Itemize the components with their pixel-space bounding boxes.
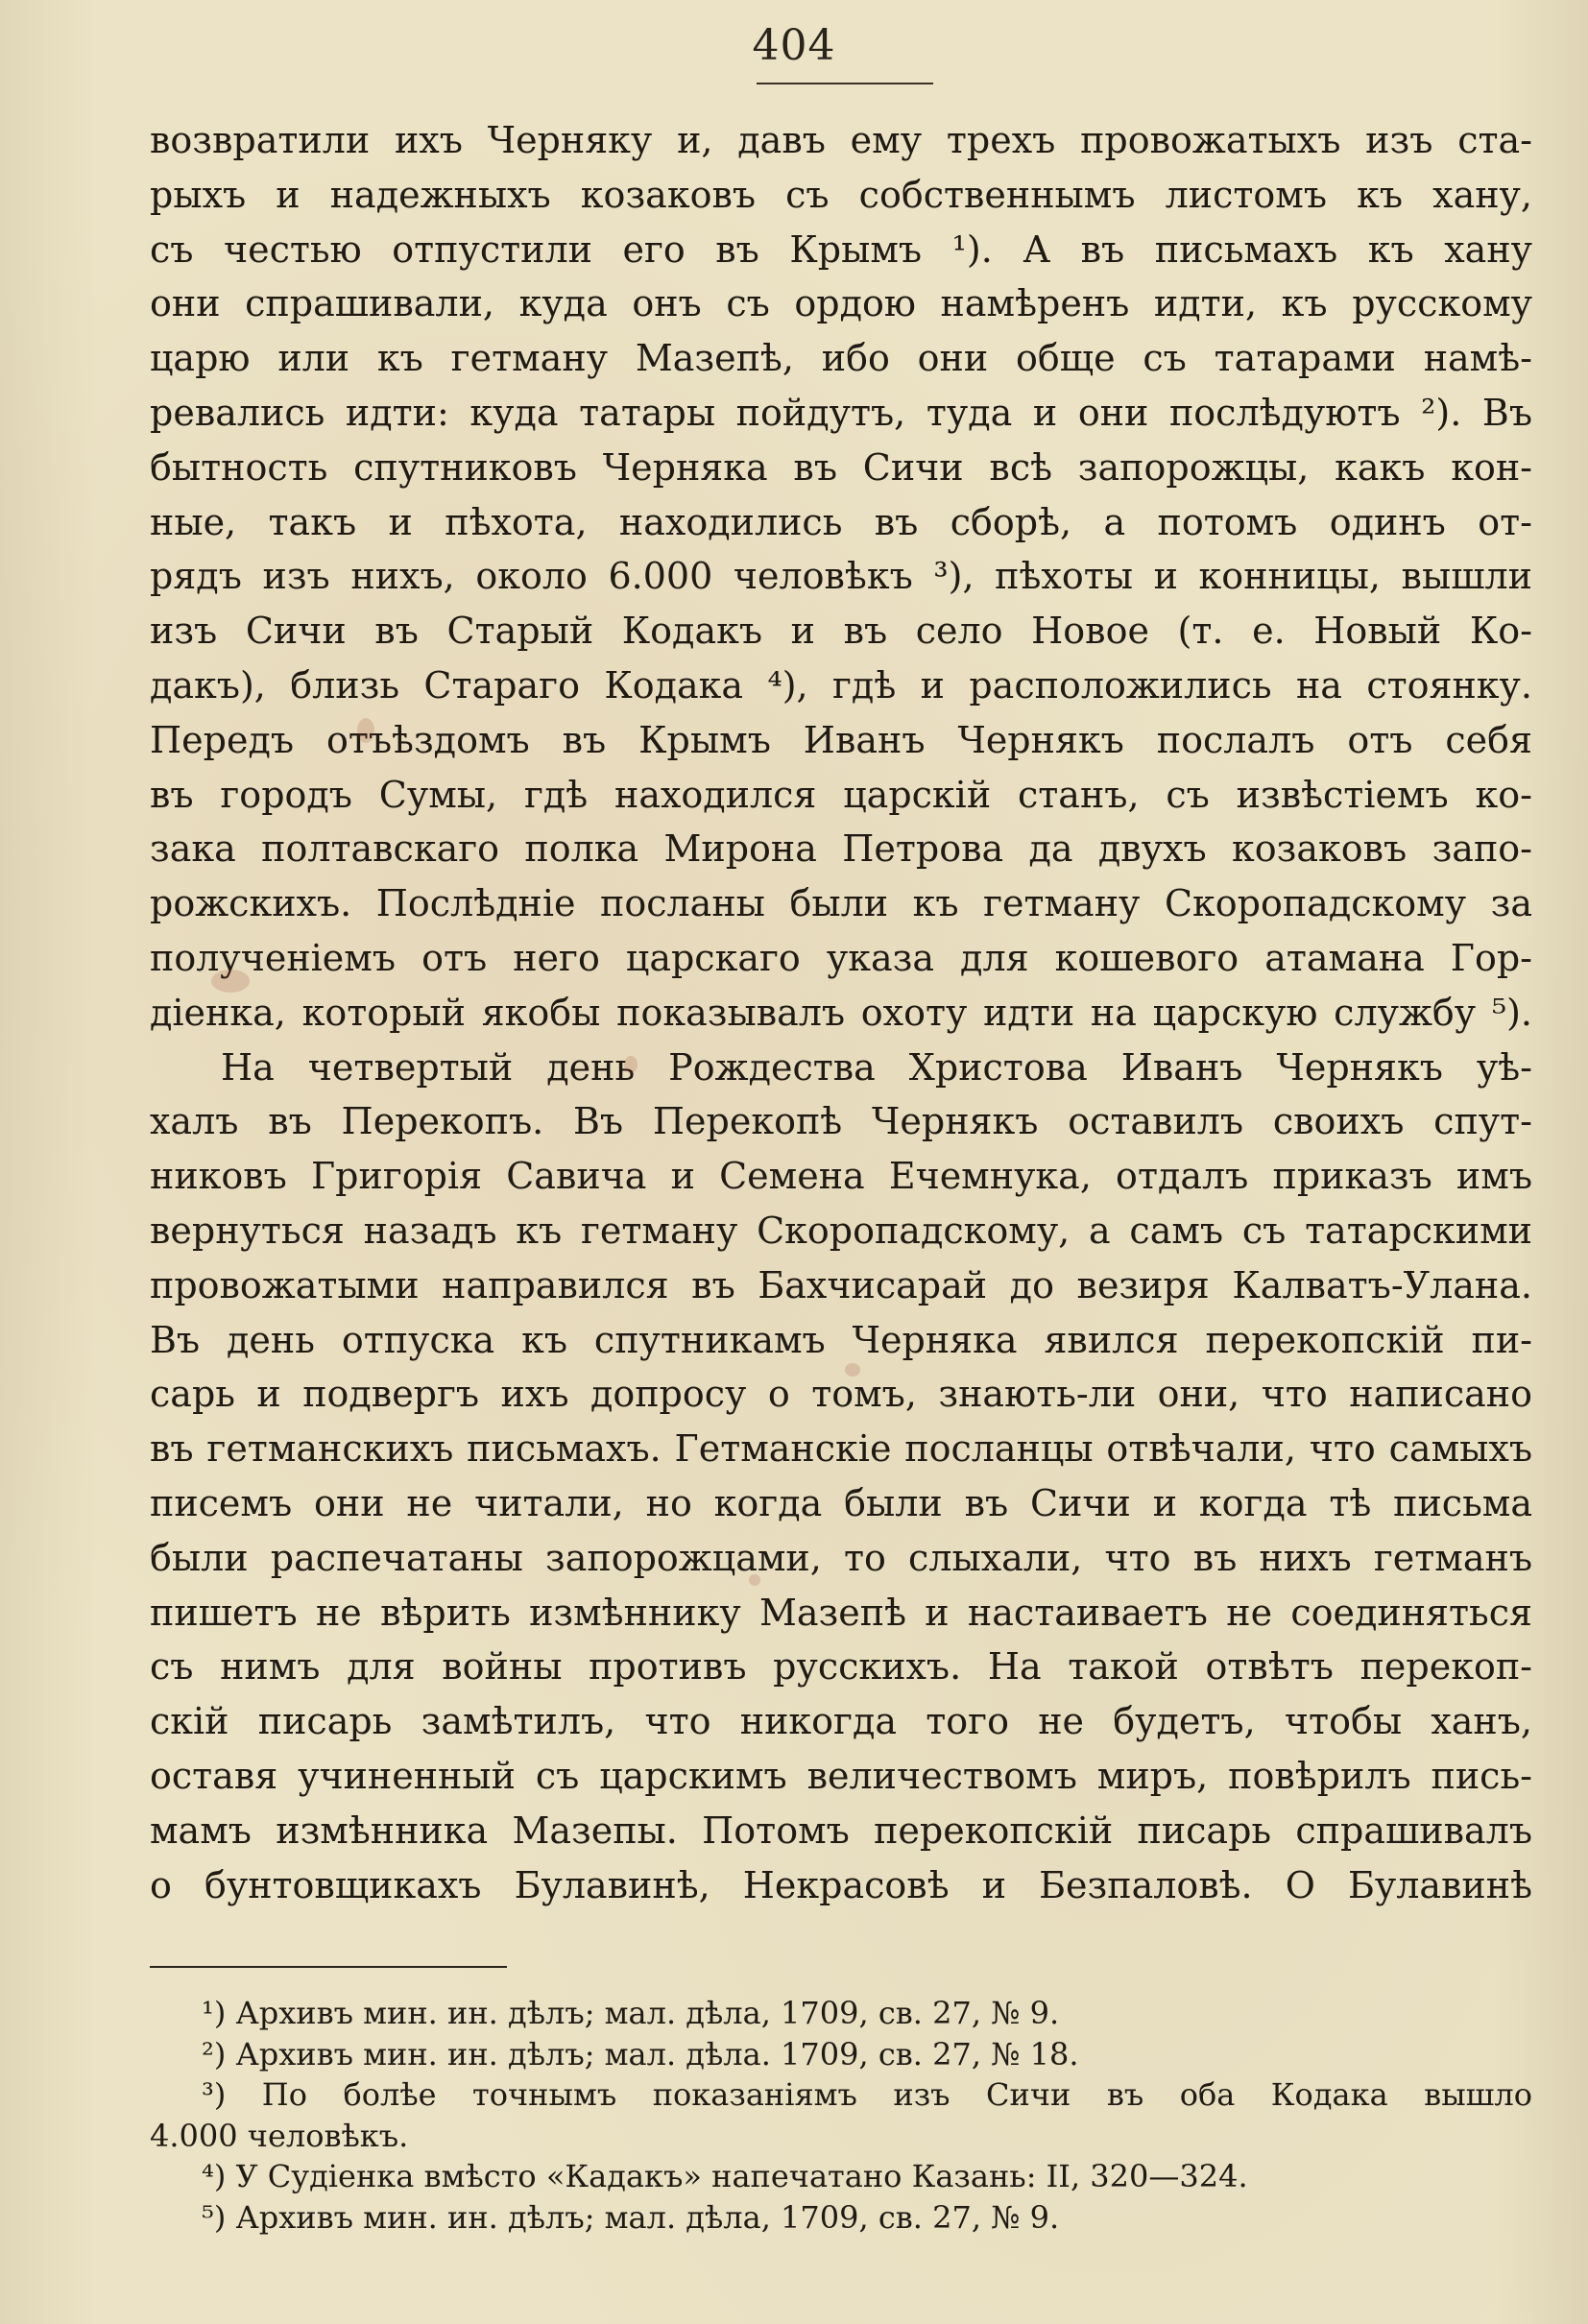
text-line: рыхъ и надежныхъ козаковъ съ собственнымъ листомъ къ хану, <box>150 173 1532 216</box>
text-line: пишетъ не вѣрить измѣннику Мазепѣ и настаиваетъ не соединяться <box>150 1591 1532 1634</box>
text-line: Въ день отпуска къ спутникамъ Черняка явился перекопскій пи- <box>150 1318 1532 1361</box>
text-line: дакъ), близь Стараго Кодака ⁴), гдѣ и расположились на стоянку. <box>150 663 1532 707</box>
text-line: ные, такъ и пѣхота, находились въ сборѣ, а потомъ одинъ от- <box>150 500 1532 543</box>
text-line: полученіемъ отъ него царскаго указа для кошевого атамана Гор- <box>150 936 1532 979</box>
text-line: сарь и подвергъ ихъ допросу о томъ, знають-ли они, что написано <box>150 1373 1532 1416</box>
text-line: въ гетманскихъ письмахъ. Гетманскіе посланцы отвѣчали, что самыхъ <box>150 1427 1532 1471</box>
text-line: о бунтовщикахъ Булавинѣ, Некрасовѣ и Безпаловѣ. О Булавинѣ <box>150 1863 1532 1906</box>
text-line: писемъ они не читали, но когда были въ Сичи и когда тѣ письма <box>150 1481 1532 1524</box>
text-line: возвратили ихъ Черняку и, давъ ему трехъ провожатыхъ изъ ста- <box>150 119 1532 161</box>
paragraph-start-line: На четвертый день Рождества Христова Иванъ Чернякъ уѣ- <box>221 1045 1532 1089</box>
text-line: вернуться назадъ къ гетману Скоропадскому, а самъ съ татарскими <box>150 1209 1532 1252</box>
page-number: 404 <box>752 21 836 70</box>
text-line: въ городъ Сумы, гдѣ находился царскій станъ, съ извѣстіемъ ко- <box>150 773 1532 816</box>
text-line: были распечатаны запорожцами, то слыхали, что въ нихъ гетманъ <box>150 1536 1532 1579</box>
text-line: халъ въ Перекопъ. Въ Перекопѣ Чернякъ оставилъ своихъ спут- <box>150 1100 1532 1143</box>
text-line: рядъ изъ нихъ, около 6.000 человѣкъ ³), пѣхоты и конницы, вышли <box>150 555 1532 598</box>
text-line: скій писарь замѣтилъ, что никогда того не будетъ, чтобы ханъ, <box>150 1700 1532 1743</box>
text-line: изъ Сичи въ Старый Кодакъ и въ село Новое (т. е. Новый Ко- <box>150 610 1532 653</box>
header-rule <box>757 83 933 84</box>
text-line: съ честью отпустили его въ Крымъ ¹). А въ письмахъ къ хану <box>150 228 1532 271</box>
footnote-5: ⁵) Архивъ мин. ин. дѣлъ; мал. дѣла, 1709, св. 27, № 9. <box>202 2198 1060 2236</box>
text-line: діенка, который якобы показывалъ охоту идти на царскую службу ⁵). <box>150 991 1532 1034</box>
text-line: бытность спутниковъ Черняка въ Сичи всѣ запорожцы, какъ кон- <box>150 445 1532 489</box>
footnote-2: ²) Архивъ мин. ин. дѣлъ; мал. дѣла. 1709, св. 27, № 18. <box>202 2035 1079 2072</box>
text-line: они спрашивали, куда онъ съ ордою намѣренъ идти, къ русскому <box>150 282 1532 325</box>
text-line: никовъ Григорія Савича и Семена Ечемнука, отдалъ приказъ имъ <box>150 1155 1532 1198</box>
footnote-4: ⁴) У Судіенка вмѣсто «Кадакъ» напечатано Казань: II, 320—324. <box>202 2158 1248 2194</box>
main-text <box>150 113 1532 1912</box>
text-line: зака полтавскаго полка Мирона Петрова да двухъ козаковъ запо- <box>150 827 1532 871</box>
text-line: съ нимъ для войны противъ русскихъ. На такой отвѣтъ перекоп- <box>150 1645 1532 1689</box>
text-line: провожатыми направился въ Бахчисарай до везиря Калватъ-Улана. <box>150 1263 1532 1306</box>
text-line: ревались идти: куда татары пойдутъ, туда и они послѣдуютъ ²). Въ <box>150 391 1532 434</box>
footnote-1: ¹) Архивъ мин. ин. дѣлъ; мал. дѣла, 1709, св. 27, № 9. <box>202 1995 1060 2031</box>
text-line: мамъ измѣнника Мазепы. Потомъ перекопскій писарь спрашивалъ <box>150 1809 1532 1852</box>
text-line: рожскихъ. Послѣдніе посланы были къ гетману Скоропадскому за <box>150 882 1532 925</box>
text-line: царю или къ гетману Мазепѣ, ибо они обще съ татарами намѣ- <box>150 337 1532 380</box>
footnote-rule <box>150 1966 507 1968</box>
footnote-3-continuation: 4.000 человѣкъ. <box>150 2117 409 2154</box>
text-line: Передъ отъѣздомъ въ Крымъ Иванъ Чернякъ послалъ отъ себя <box>150 718 1532 761</box>
footnote-3: ³) По болѣе точнымъ показаніямъ изъ Сичи въ оба Кодака вышло <box>202 2076 1532 2113</box>
text-line: оставя учиненный съ царскимъ величествомъ миръ, повѣрилъ пись- <box>150 1754 1532 1797</box>
footnotes <box>150 1993 1532 2238</box>
